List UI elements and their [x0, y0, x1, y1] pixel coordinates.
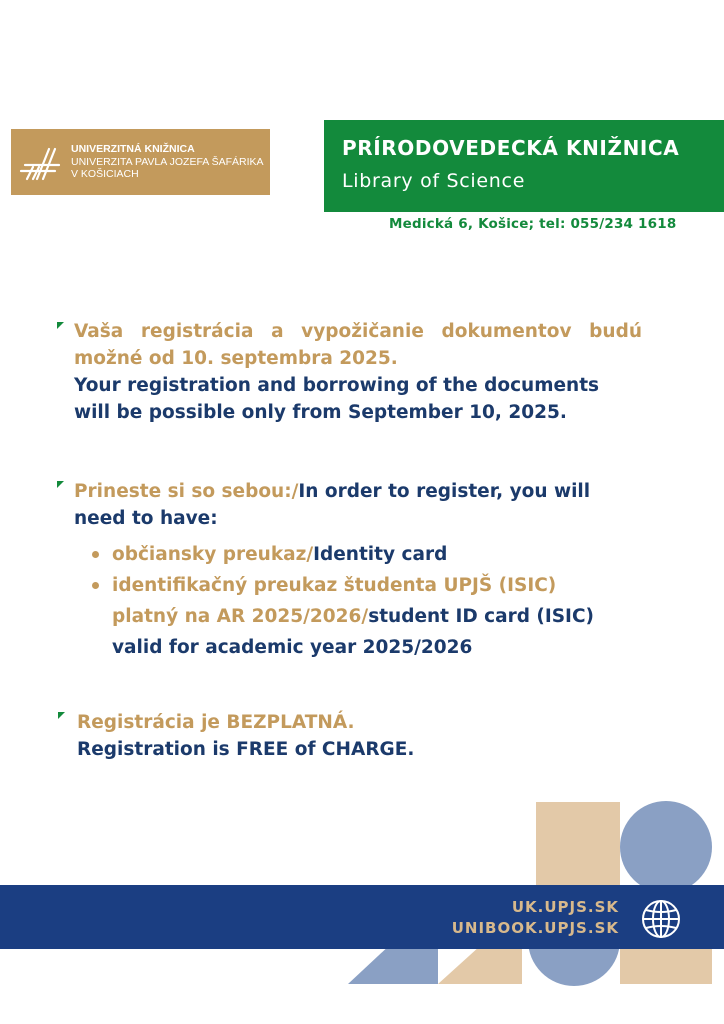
book-logo-icon: [19, 143, 65, 183]
notice-3-english: Registration is FREE of CHARGE.: [77, 739, 415, 760]
website-link-2[interactable]: UNIBOOK.UPJS.SK: [451, 919, 619, 937]
bullet-tick-icon: [58, 712, 65, 719]
notice-1-english-line-2: will be possible only from September 10, 2025.: [74, 402, 567, 423]
notice-2-english-2: need to have:: [74, 508, 218, 529]
requirements-list: [92, 539, 594, 663]
text-segment: Your: [74, 375, 128, 396]
bullet-dot-icon: [92, 582, 99, 589]
library-subtitle: Library of Science: [342, 170, 526, 192]
list-item: [92, 570, 594, 601]
text-segment: and borrowing of the documents: [250, 375, 600, 396]
item-slovak: občiansky preukaz/: [112, 544, 314, 565]
notice-3-slovak: Registrácia je BEZPLATNÁ.: [77, 712, 355, 733]
word: registrácia: [140, 321, 254, 342]
list-item: [92, 539, 594, 570]
notice-1-english: [74, 372, 599, 426]
footer-links: [452, 897, 619, 939]
steel-circle: [620, 801, 712, 893]
library-address: Medická 6, Košice; tel: 055/234 1618: [389, 216, 677, 232]
notice-1-slovak: [74, 318, 642, 372]
bullet-dot-icon: [92, 551, 99, 558]
footer-band: [0, 885, 724, 949]
word: Vaša: [74, 321, 124, 342]
logo-line-2: UNIVERZITA PAVLA JOZEFA ŠAFÁRIKA: [71, 155, 264, 168]
notice-1-slovak-line-2: možné od 10. septembra 2025.: [74, 348, 398, 369]
item-slovak: platný na AR 2025/2026/: [112, 606, 369, 627]
beige-rectangle: [536, 802, 620, 886]
word: dokumentov: [441, 321, 572, 342]
library-title: PRÍRODOVEDECKÁ KNIŽNICA: [342, 136, 680, 160]
university-library-logo: [11, 129, 270, 195]
globe-icon: [641, 899, 681, 939]
notice-2: [74, 478, 590, 532]
item-english: Identity card: [313, 544, 448, 565]
bottom-shapes: [340, 940, 724, 1024]
notice-3: [77, 709, 414, 763]
logo-line-3: V KOŠICIACH: [71, 168, 139, 180]
word: budú: [589, 321, 642, 342]
website-link-1[interactable]: UK.UPJS.SK: [511, 898, 619, 916]
text-segment: registration: [127, 375, 251, 396]
word: vypožičanie: [301, 321, 424, 342]
bullet-tick-icon: [57, 481, 64, 488]
library-title-box: [324, 120, 724, 212]
notice-2-english-1: In order to register, you will: [298, 481, 591, 502]
item-slovak: identifikačný preukaz študenta UPJŠ (ISIC): [112, 575, 557, 596]
list-item-continuation: valid for academic year 2025/2026: [112, 637, 473, 658]
item-english: student ID card (ISIC): [368, 606, 594, 627]
notice-2-slovak: Prineste si so sebou:/: [74, 481, 299, 502]
bullet-tick-icon: [57, 322, 64, 329]
list-item-continuation: [92, 601, 594, 632]
logo-line-1: UNIVERZITNÁ KNIŽNICA: [71, 143, 195, 155]
word: a: [271, 321, 284, 342]
